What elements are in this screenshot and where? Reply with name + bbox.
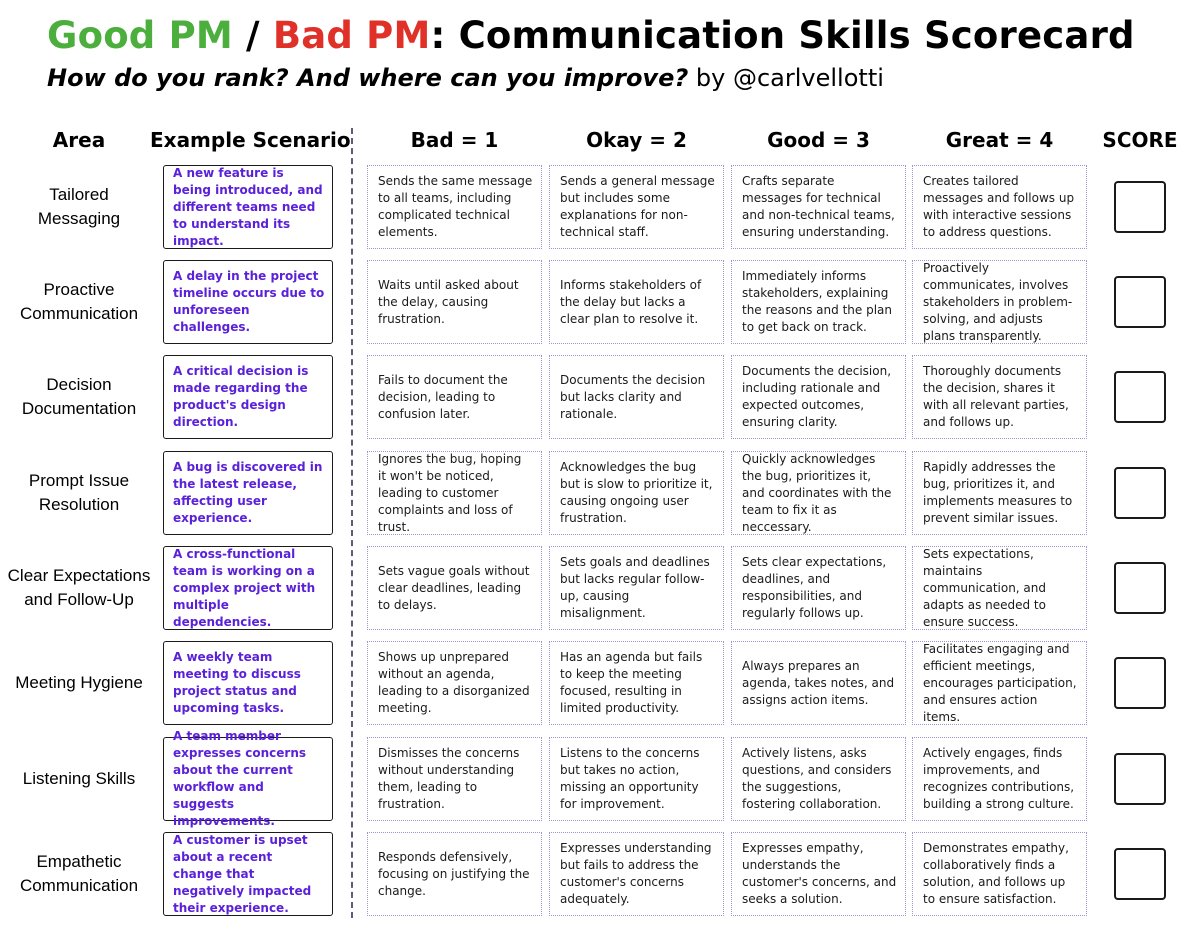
scorecard-row — [0, 641, 1200, 725]
example-scenario — [163, 451, 333, 535]
scorecard-row — [0, 832, 1200, 916]
page-title — [47, 10, 1135, 62]
area-label — [0, 832, 158, 916]
rating-cell-okay — [549, 451, 724, 535]
rating-cell-great — [912, 641, 1087, 725]
rating-text-okay: Documents the decision but lacks clarity and rationale. — [560, 372, 706, 421]
rating-text-bad: Sends the same message to all teams, including complicated technical elements. — [378, 174, 533, 239]
area-label — [0, 737, 158, 821]
area-label-text: Meeting Hygiene — [15, 673, 143, 692]
rating-text-okay: Expresses understanding but fails to address the customer's concerns adequately. — [560, 841, 712, 906]
rating-cell-okay — [549, 260, 724, 344]
rating-text-bad: Shows up unprepared without an agenda, leading to a disorganized meeting. — [378, 650, 530, 715]
score-box[interactable] — [1114, 753, 1166, 805]
example-scenario-text: A critical decision is made regarding the product's design direction. — [173, 364, 309, 429]
rating-cell-good — [731, 737, 906, 821]
area-label-text: Proactive Communication — [19, 280, 139, 323]
rating-text-okay: Has an agenda but fails to keep the meeting focused, resulting in limited productivity. — [560, 650, 703, 715]
rating-cell-bad — [367, 451, 542, 535]
area-label — [0, 546, 158, 630]
score-box[interactable] — [1114, 467, 1166, 519]
rating-cell-bad — [367, 260, 542, 344]
rating-cell-good — [731, 165, 906, 249]
example-scenario-text: A customer is upset about a recent change that negatively impacted their experience. — [173, 832, 312, 915]
scorecard-row — [0, 451, 1200, 535]
scorecard-row — [0, 729, 1200, 828]
area-label — [0, 165, 158, 249]
rating-text-okay: Sends a general message but includes some explanations for non-technical staff. — [560, 174, 715, 239]
scorecard-row — [0, 260, 1200, 344]
area-label-text: Prompt Issue Resolution — [28, 471, 130, 514]
rating-text-bad: Waits until asked about the delay, causing frustration. — [378, 277, 519, 326]
header-example-scenario: Example Scenario — [150, 128, 351, 152]
example-scenario-text: A bug is discovered in the latest release, affecting user experience. — [173, 460, 323, 525]
example-scenario — [163, 546, 333, 630]
header-bad: Bad = 1 — [410, 128, 499, 152]
rating-text-good: Expresses empathy, understands the customer's concerns, and seeks a solution. — [742, 841, 897, 906]
rating-cell-great — [912, 260, 1087, 344]
rating-text-okay: Informs stakeholders of the delay but lacks a clear plan to resolve it. — [560, 277, 702, 326]
score-box[interactable] — [1114, 657, 1166, 709]
rating-cell-great — [912, 451, 1087, 535]
rating-cell-okay — [549, 165, 724, 249]
score-box[interactable] — [1114, 371, 1166, 423]
rating-cell-bad — [367, 641, 542, 725]
rating-text-good: Quickly acknowledges the bug, prioritizes it, and coordinates with the team to fix it as neccessary. — [742, 451, 892, 534]
example-scenario-text: A new feature is being introduced, and different teams need to understand its impact. — [173, 165, 323, 248]
score-box[interactable] — [1114, 848, 1166, 900]
rating-cell-bad — [367, 737, 542, 821]
example-scenario — [163, 641, 333, 725]
rating-cell-good — [731, 641, 906, 725]
example-scenario — [163, 165, 333, 249]
score-box[interactable] — [1114, 181, 1166, 233]
rating-text-bad: Dismisses the concerns without understanding them, leading to frustration. — [378, 746, 520, 811]
scorecard-row — [0, 355, 1200, 439]
rating-cell-bad — [367, 832, 542, 916]
header-score: SCORE — [1102, 128, 1178, 152]
scorecard-row — [0, 546, 1200, 630]
title-rest: : Communication Skills Scorecard — [430, 14, 1135, 57]
title-slash: / — [232, 14, 273, 57]
subtitle-question: How do you rank? And where can you improve? — [47, 64, 689, 92]
rating-cell-good — [731, 451, 906, 535]
area-label — [0, 355, 158, 439]
example-scenario — [163, 832, 333, 916]
score-box[interactable] — [1114, 276, 1166, 328]
example-scenario-text: A delay in the project timeline occurs due to unforeseen challenges. — [173, 269, 325, 334]
rating-text-great: Demonstrates empathy, collaboratively finds a solution, and follows up to ensure satisfaction. — [923, 841, 1069, 906]
rating-text-good: Always prepares an agenda, takes notes, and assigns action items. — [742, 658, 895, 707]
area-label — [0, 260, 158, 344]
header-okay: Okay = 2 — [586, 128, 687, 152]
rating-cell-great — [912, 546, 1087, 630]
header-great: Great = 4 — [945, 128, 1054, 152]
rating-text-good: Crafts separate messages for technical and non-technical teams, ensuring understanding. — [742, 174, 895, 239]
rating-cell-bad — [367, 355, 542, 439]
rating-text-good: Actively listens, asks questions, and considers the suggestions, fostering collaboration. — [742, 746, 892, 811]
rating-cell-good — [731, 260, 906, 344]
rating-cell-good — [731, 355, 906, 439]
rating-text-great: Thoroughly documents the decision, shares it with all relevant parties, and follows up. — [923, 364, 1069, 429]
rating-text-great: Proactively communicates, involves stakeholders in problem-solving, and adjusts plans transparently. — [923, 260, 1073, 343]
rating-text-great: Rapidly addresses the bug, prioritizes it, and implements measures to prevent similar issues. — [923, 460, 1073, 525]
example-scenario-text: A cross-functional team is working on a complex project with multiple dependencies. — [173, 546, 316, 629]
rating-text-okay: Listens to the concerns but takes no action, missing an opportunity for improvement. — [560, 746, 700, 811]
title-bad-pm: Bad PM — [272, 14, 431, 57]
example-scenario — [163, 260, 333, 344]
example-scenario-text: A team member expresses concerns about the current workflow and suggests improvements. — [173, 729, 307, 828]
rating-text-great: Sets expectations, maintains communication, and adapts as needed to ensure success. — [923, 546, 1047, 629]
area-label-text: Tailored Messaging — [37, 185, 121, 228]
rating-cell-great — [912, 355, 1087, 439]
rating-cell-okay — [549, 546, 724, 630]
rating-cell-okay — [549, 355, 724, 439]
rating-text-bad: Sets vague goals without clear deadlines, leading to delays. — [378, 563, 530, 612]
rating-cell-bad — [367, 546, 542, 630]
area-label-text: Decision Documentation — [21, 375, 137, 418]
rating-text-bad: Responds defensively, focusing on justifying the change. — [378, 849, 530, 898]
area-label — [0, 641, 158, 725]
page-subtitle — [47, 60, 884, 96]
area-label-text: Listening Skills — [22, 769, 136, 788]
rating-cell-bad — [367, 165, 542, 249]
example-scenario — [163, 355, 333, 439]
rating-text-good: Sets clear expectations, deadlines, and responsibilities, and regularly follows up. — [742, 555, 887, 620]
rating-cell-great — [912, 165, 1087, 249]
score-box[interactable] — [1114, 562, 1166, 614]
header-area: Area — [52, 128, 106, 152]
rating-text-bad: Fails to document the decision, leading to confusion later. — [378, 372, 508, 421]
example-scenario — [163, 729, 333, 828]
rating-text-okay: Acknowledges the bug but is slow to prioritize it, causing ongoing user frustration. — [560, 460, 713, 525]
area-label-text: Clear Expectations and Follow-Up — [7, 566, 151, 609]
area-label — [0, 451, 158, 535]
rating-text-great: Creates tailored messages and follows up with interactive sessions to address questions. — [923, 174, 1075, 239]
title-good-pm: Good PM — [47, 14, 233, 57]
header-good: Good = 3 — [767, 128, 870, 152]
rating-text-good: Immediately informs stakeholders, explaining the reasons and the plan to get back on track. — [742, 269, 892, 334]
rating-cell-good — [731, 832, 906, 916]
subtitle-byline: by @carlvellotti — [688, 64, 884, 92]
rating-cell-great — [912, 832, 1087, 916]
rating-cell-good — [731, 546, 906, 630]
scorecard-row — [0, 165, 1200, 249]
rating-text-bad: Ignores the bug, hoping it won't be noticed, leading to customer complaints and loss of trust. — [378, 451, 522, 534]
area-label-text: Empathetic Communication — [19, 852, 139, 895]
rating-text-great: Actively engages, finds improvements, and recognizes contributions, building a strong culture. — [923, 746, 1075, 811]
rating-cell-okay — [549, 641, 724, 725]
rating-text-great: Facilitates engaging and efficient meetings, encourages participation, and ensures action items. — [923, 641, 1077, 724]
example-scenario-text: A weekly team meeting to discuss project status and upcoming tasks. — [173, 650, 301, 715]
rating-cell-okay — [549, 737, 724, 821]
rating-cell-great — [912, 737, 1087, 821]
rating-text-okay: Sets goals and deadlines but lacks regular follow-up, causing misalignment. — [560, 555, 710, 620]
rating-cell-okay — [549, 832, 724, 916]
rating-text-good: Documents the decision, including rationale and expected outcomes, ensuring clarity. — [742, 364, 892, 429]
